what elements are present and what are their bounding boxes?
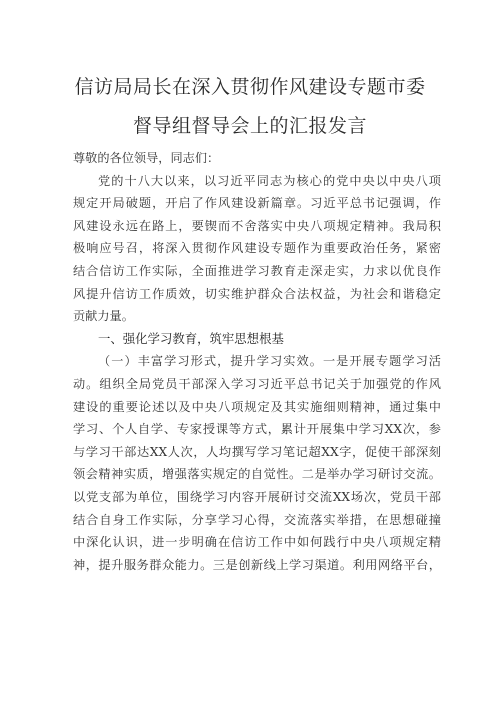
paragraph-line: 动。组织全局党员干部深入学习习近平总书记关于加强党的作风 [73, 376, 441, 391]
paragraph-line: 建设的重要论述以及中央八项规定及其实施细则精神，通过集中 [73, 399, 441, 414]
paragraph-line: 极响应号召，将深入贯彻作风建设专题作为重要政治任务，紧密 [73, 241, 441, 256]
paragraph-line: 规定开局破题，开启了作风建设新篇章。习近平总书记强调，作 [73, 196, 441, 211]
paragraph-line: 结合信访工作实际，全面推进学习教育走深走实，力求以优良作 [73, 263, 441, 278]
section-1-paragraph [73, 350, 441, 576]
salutation: 尊敬的各位领导，同志们： [73, 151, 220, 165]
document-title-line-2: 督导组督导会上的汇报发言 [132, 115, 367, 137]
paragraph-line: 风提升信访工作质效，切实维护群众合法权益，为社会和谐稳定 [73, 286, 441, 301]
paragraph-line: （一）丰富学习形式，提升学习实效。一是开展专题学习活 [98, 354, 441, 369]
intro-paragraph [73, 170, 441, 328]
document-body [73, 147, 441, 576]
document-title-line-1: 信访局局长在深入贯彻作风建设专题市委 [74, 76, 426, 98]
paragraph-line: 神，提升服务群众能力。三是创新线上学习渠道。利用网络平台， [73, 557, 441, 572]
paragraph-line: 与学习干部达XX人次，人均撰写学习笔记超XX字，促使干部深刻 [73, 444, 441, 459]
paragraph-line: 贡献力量。 [73, 309, 134, 324]
paragraph-line: 中深化认识，进一步明确在信访工作中如何践行中央八项规定精 [73, 535, 441, 550]
paragraph-line: 以党支部为单位，围绕学习内容开展研讨交流XX场次，党员干部 [73, 489, 441, 504]
paragraph-line: 结合自身工作实际，分享学习心得，交流落实举措，在思想碰撞 [73, 512, 441, 527]
paragraph-line: 学习、个人自学、专家授课等方式，累计开展集中学习XX次，参 [73, 422, 441, 437]
section-heading: 一、强化学习教育，筑牢思想根基 [98, 330, 284, 346]
paragraph-line: 领会精神实质，增强落实规定的自觉性。二是举办学习研讨交流。 [73, 467, 441, 482]
paragraph-line: 党的十八大以来，以习近平同志为核心的党中央以中央八项 [98, 173, 441, 188]
paragraph-line: 风建设永远在路上，要锲而不舍落实中央八项规定精神。我局积 [73, 218, 441, 233]
